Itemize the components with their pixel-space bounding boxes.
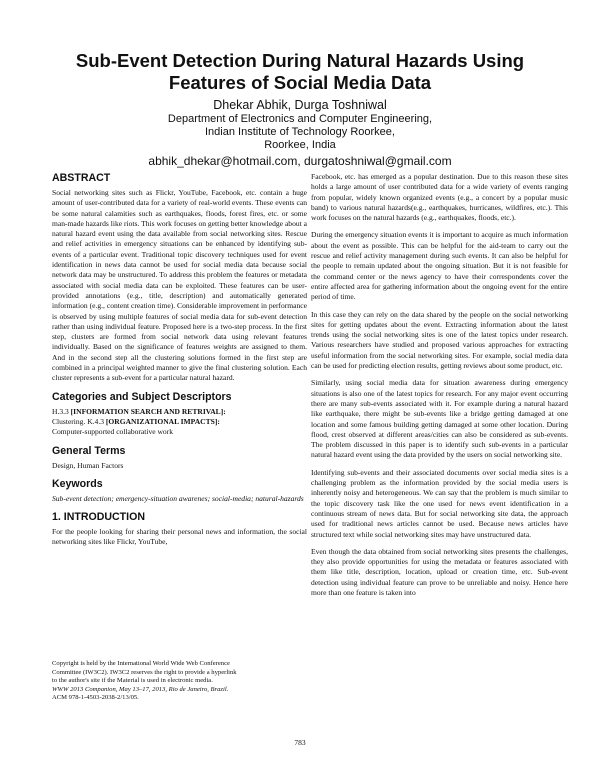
title-line-2: Features of Social Media Data [168,72,432,93]
author-department: Department of Electronics and Computer Engineering, [167,113,433,125]
keywords-text: Sub-event detection; emergency-situation awarenes; social-media; natural-hazards [52,493,304,503]
author-location: Roorkee, India [264,139,336,151]
general-terms-heading: General Terms [52,444,126,457]
footnote-line: WWW 2013 Companion, May 13–17, 2013, Rio de Janeiro, Brazil. [52,685,229,693]
title-line-1: Sub-Event Detection During Natural Hazards Using [75,50,525,71]
introduction-paragraph: For the people looking for sharing their personal news and information, the social networking sites like Flickr, YouTube, [52,527,307,547]
keywords-heading: Keywords [52,477,103,490]
body-paragraph: Identifying sub-events and their associated documents over social media sites is a challenging problem as the information provided by the social media users is inherently noisy and heterogeneous. We can say that the problem is much similar to the topic discovery task like the one used for news event identification in a continuous stream of news data. But for social networking site data, the approach used for traditional news articles cannot be used. Because news articles have structured text while social networking sites may have unstructured data. [311,467,568,539]
footnote-line: to the author's site if the Material is used in electronic media. [52,677,213,685]
abstract-text: Social networking sites such as Flickr, YouTube, Facebook, etc. contain a huge amount of user-contributed data for a variety of real-world events. These events can be some natural calamities such as earthquakes, floods, forest fires, etc. or some man-made hazards like riots. This work focuses on getting better knowledge about a natural hazard event using the data available from social networking sites. Rescue and relief activities in emergency situations can be enhanced by identifying sub-events of a particular event. Traditional topic discovery techniques used for event identification in news data cannot be used for social media data because social network data may be unstructured. To address this problem the features or metadata associated with social media data can be exploited. These features can be user-provided annotations (e.g., title, description) and automatically generated information (e.g., content creation time). Considerable improvement in performance is observed by using multiple features of social media data for sub-event detection rather than using individual feature. Proposed here is a two-step process. In the first step, clusters are formed from social network data using relevant features individually. Based on the significance of features weights are assigned to them. And in the second step all the clustering solutions formed in the first step are combined in a principal weighted manner to give the final clustering solution. Each cluster represents a sub-event for a particular natural hazard. [52,188,307,383]
body-paragraph: Even though the data obtained from social networking sites presents the challenges, they also provide opportunities for using the metadata or features associated with them like title, description, location, upload or creation time, etc. Sub-event detection using individual feature can prove to be unreliable and noisy. Hence here more than one feature is taken into [311,546,568,597]
categories-cscw: Computer-supported collaborative work [52,427,173,437]
categories-heading: Categories and Subject Descriptors [52,390,232,403]
author-names: Dhekar Abhik, Durga Toshniwal [213,98,387,112]
categories-text [52,407,307,438]
footnote-line: ACM 978-1-4503-2038-2/13/05. [52,694,139,702]
copyright-footnote [52,660,307,703]
categories-clustering: Clustering. K.4.3 [52,416,104,426]
body-paragraph: During the emergency situation events it is important to acquire as much information about the event as possible. This can be helpful for the aid-team to carry out the rescue and relief activity management during such events. It can also be helpful for the people to remain updated about the ongoing situation. But it is not feasible for the command center or the news agency to have their correspondents cover the entire affected area for gathering information about the ongoing event for the entire period of time. [311,230,568,302]
categories-h33: H.3.3 [52,406,69,416]
body-paragraph: Facebook, etc. has emerged as a popular destination. Due to this reason these sites holds a large amount of user contributed data for a wide variety of events ranging from popular, widely known organized events (e.g., a concert by a popular music band) to various natural hazards(e.g., earthquakes, hurricanes, wildfires, etc.). This work focuses on the natural hazards (e.g., earthquakes, floods, etc.). [311,172,568,223]
footnote-line: Copyright is held by the International World Wide Web Conference [52,660,230,667]
footnote-line: Committee (IW3C2). IW3C2 reserves the right to provide a hyperlink [52,668,237,676]
body-paragraph: Similarly, using social media data for situation awareness during emergency situations is also one of the latest topics for research. For any major event occurring there are many sub-events associated with it. For example during a natural hazard like earthquake, there might be sub-events like a bridge getting damaged at one location and some famous building getting damaged at some other location. During flood, crest observed at different areas/cities can also be considered as sub-events. The problem discussed in this paper is to identify such sub-events in a particular natural hazard event using the data provided by the users on social networking site. [311,378,568,460]
page-number: 783 [294,738,306,747]
body-paragraph: In this case they can rely on the data shared by the people on the social networking sites for getting updates about the event. Extracting information about the latest trends using the social networking sites is one of the latest topics under research. Various researchers have studied and proposed various approaches for extracting useful information from the social networking sites. For example, social media data can be used for predicting election results, getting reviews about some product, etc. [311,309,568,371]
introduction-heading: 1. INTRODUCTION [52,511,145,524]
author-emails: abhik_dhekar@hotmail.com, durgatoshniwal@gmail.com [148,154,452,168]
left-column [52,172,307,555]
paper-title [40,50,560,94]
categories-org-impacts: [ORGANIZATIONAL IMPACTS]: [105,416,220,426]
right-column [311,172,568,605]
general-terms-text: Design, Human Factors [52,460,124,470]
categories-info-search: [INFORMATION SEARCH AND RETRIVAL]: [70,406,226,416]
abstract-heading: ABSTRACT [52,172,111,184]
author-institute: Indian Institute of Technology Roorkee, [205,126,395,138]
author-block [60,98,540,169]
